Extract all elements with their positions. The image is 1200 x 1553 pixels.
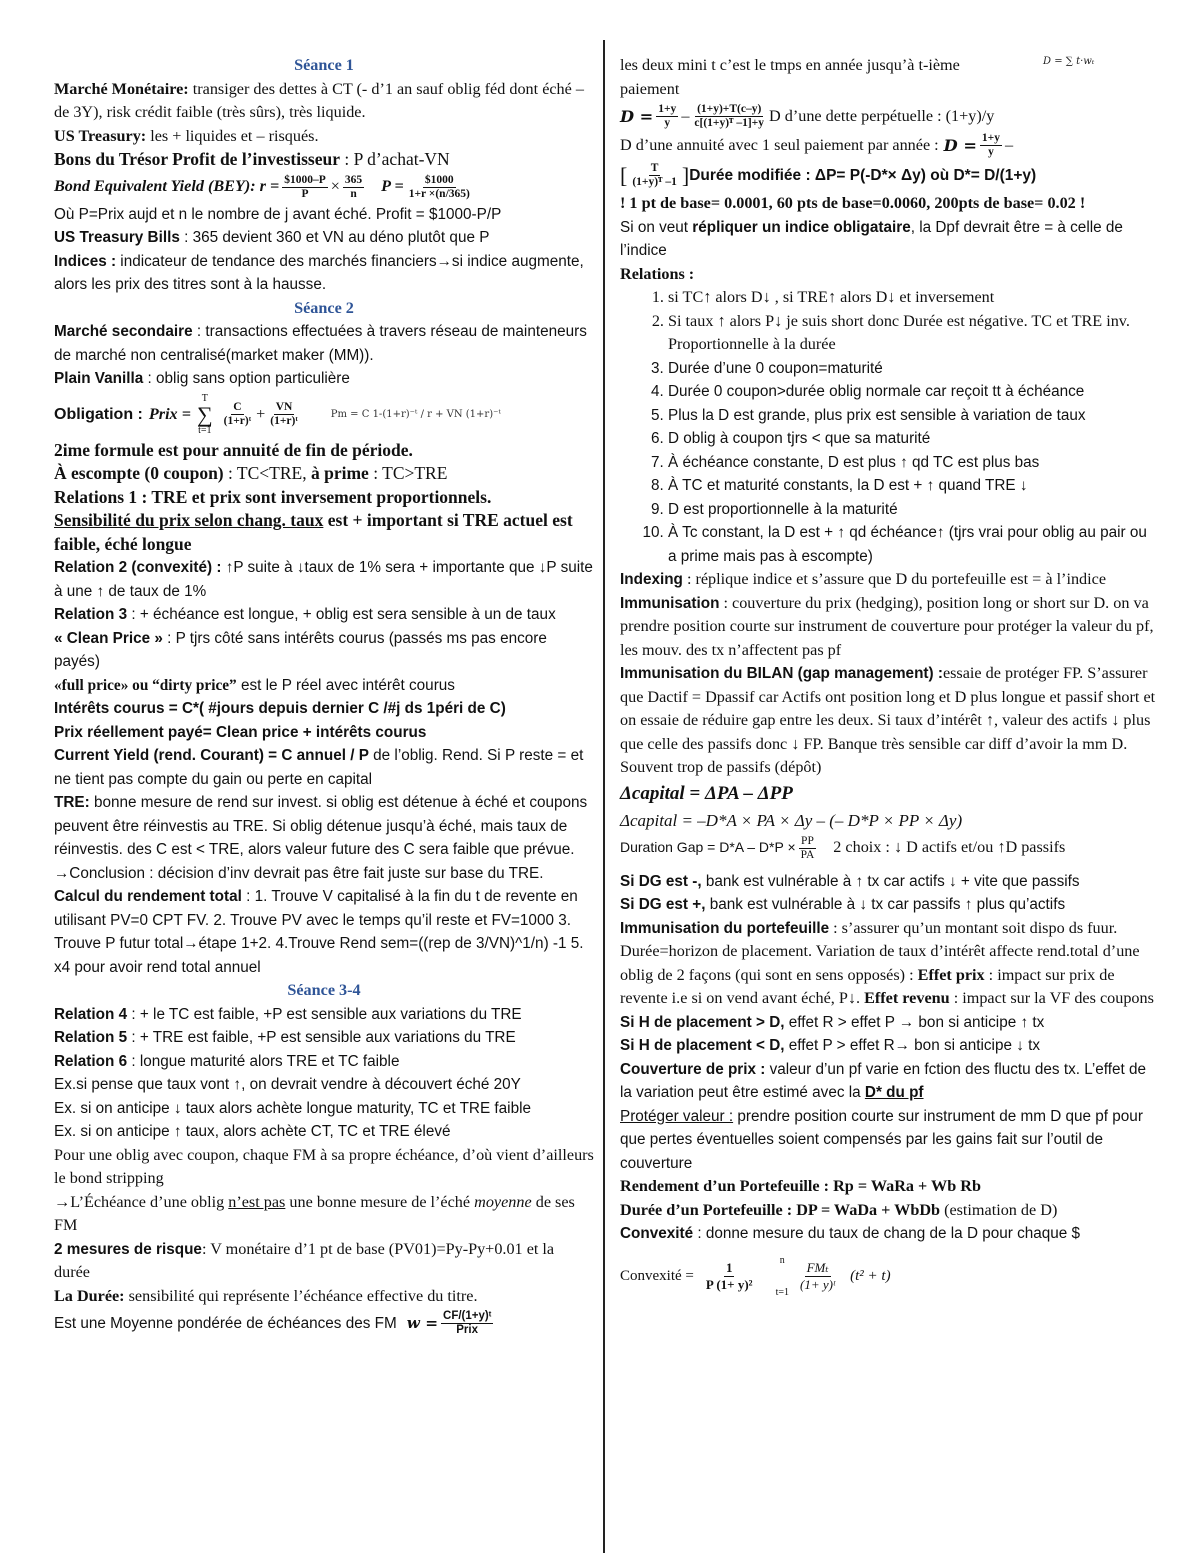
escompte-prime: À escompte (0 coupon) : TC<TRE, à prime : TC>TRE bbox=[54, 463, 448, 483]
rendement-total: Calcul du rendement total : 1. Trouve V capitalisé à la fin du t de revente en utilisant PV=0 CPT FV. 2. Trouve PV avec le temps qu’il reste et FV=1000 3. Trouve P futur total→étape 1+2. 4.Trouve Rend sem=((rep de 3/VN)^1/n) -1 5. x4 pour avoir rend total annuel bbox=[54, 888, 584, 976]
relation-1: Relations 1 : TRE et prix sont inversement proportionnels. bbox=[54, 486, 492, 507]
dg-negative: Si DG est -, bank est vulnérable à ↑ tx car actifs ↓ + vite que passifs bbox=[620, 872, 1080, 890]
list-item: 7. À échéance constante, D est plus ↑ qd TC est plus bas bbox=[668, 451, 1158, 475]
conclusion: →Conclusion : décision d’inv devrait pas être fait juste sur base du TRE. bbox=[54, 864, 544, 882]
immunisation-bilan: Immunisation du BILAN (gap management) :essaie de protéger FP. S’assurer que Dactif = Dpassif car Actifs ont position long et D plus longue et passif short et on essaie de réduire gap entre les deux. Si taux d’intérêt ↑, valeur des actifs ↓ plus que celle des passifs donc ↓ FP. Banque très sensible car diff d’avoir la mm D. Souvent trop de passifs (dépôt) bbox=[620, 664, 1156, 776]
bond-stripping: Pour une oblig avec coupon, chaque FM à sa propre échéance, d’où vient d’ailleurs le bond stripping bbox=[54, 1145, 594, 1187]
convexite-definition: Convexité : donne mesure du taux de chang de la D pour chaque $ bbox=[620, 1225, 1081, 1242]
example-2: Ex. si on anticipe ↓ taux alors achète longue maturity, TC et TRE faible bbox=[54, 1099, 531, 1117]
duration-sum-formula: D = ∑ t·wₜ bbox=[1043, 56, 1095, 67]
list-item: 2. Si taux ↑ alors P↓ je suis short donc Durée est négative. TC et TRE inv. Proportionnelle à la durée bbox=[668, 310, 1158, 357]
duration-formula: D = $\frac{1+y}{y}$ – $\frac{(1+y)+T(c-y)}{\text{c[(1+y)ᵀ –1]+y}}$ D d’une dette perpétuelle : (1+y)/y bbox=[620, 103, 995, 129]
sensibilite-prix: Sensibilité du prix selon chang. taux est + important si TRE actuel est faible, éché longue bbox=[54, 510, 573, 554]
interets-courus: Intérêts courus = C*( #jours depuis dernier C /#j ds 1péri de C) bbox=[54, 700, 506, 717]
marche-secondaire: Marché secondaire : transactions effectuées à travers réseau de mainteneurs de marché non centralisé(market maker (MM)). bbox=[54, 323, 587, 364]
duree-modifiee: [ $\frac{T}{\text{(1+y)ᵀ –1}}$ ] Durée modifiée : ΔP= P(-D*× Δy) où D*= D/(1+y) bbox=[620, 162, 1037, 188]
indices: Indices : indicateur de tendance des marchés financiers→si indice augmente, alors les prix des titres sont à la hausse. bbox=[54, 252, 584, 293]
example-1: Ex.si pense que taux vont ↑, on devrait vendre à découvert éché 20Y bbox=[54, 1076, 521, 1093]
list-item: 9. D est proportionnelle à la maturité bbox=[668, 498, 1158, 522]
dg-positive: Si DG est +, bank est vulnérable à ↓ tx car passifs ↑ plus qu’actifs bbox=[620, 896, 1066, 913]
moyenne-ponderee: Est une Moyenne pondérée de échéances des FM w = $\frac{\text{CF/(1+y)ᵗ}}{\text{Prix}}$ bbox=[54, 1310, 492, 1336]
marche-monetaire: Marché Monétaire: transiger des dettes à CT (- d’1 an sauf oblig féd dont éché – de 3Y), risk crédit faible (très sûrs), très liquide. bbox=[54, 79, 584, 121]
duration-gap: Duration Gap = D*A – D*P × $\frac{PP}{PA}$ 2 choix : ↓ D actifs et/ou ↑D passifs bbox=[620, 834, 1066, 861]
echeance-note: →L’Échéance d’une oblig n’est pas une bonne mesure de l’éché moyenne de ses FM bbox=[54, 1192, 575, 1234]
relation-6: Relation 6 : longue maturité alors TRE et TC faible bbox=[54, 1052, 400, 1070]
proteger-valeur: Protéger valeur : prendre position courte sur instrument de mm D que pf pour que pertes éventuelles soient compensés par les gains fait sur l’outil de couverture bbox=[620, 1107, 1143, 1172]
convexite-formula: Convexité = $\frac{1}{\text{P (1+ y)²}}$ n t=1 $\frac{\text{FMₜ}}{\text{(1+ y)ᵗ}}$ (t² + t) bbox=[620, 1254, 891, 1298]
mesures-de-risque: 2 mesures de risque: V monétaire d’1 pt de base (PV01)=Py-Py+0.01 et la durée bbox=[54, 1239, 555, 1281]
list-item: 8. À TC et maturité constants, la D est + ↑ quand TRE ↓ bbox=[668, 474, 1158, 498]
relation-4: Relation 4 : + le TC est faible, +P est sensible aux variations du TRE bbox=[54, 1005, 522, 1023]
relations-title: Relations : bbox=[620, 264, 695, 283]
current-yield: Current Yield (rend. Courant) = C annuel / P de l’oblig. Rend. Si P reste = et ne tient pas compte du gain ou perte en capital bbox=[54, 747, 584, 788]
list-item: 4. Durée 0 coupon>durée oblig normale car reçoit tt à échéance bbox=[668, 380, 1158, 404]
duree-annuite: D d’une annuité avec 1 seul paiement par année : D = $\frac{1+y}{y}$ – bbox=[620, 132, 1014, 158]
full-price: «full price» ou “dirty price” est le P réel avec intérêt courus bbox=[54, 676, 455, 694]
points-de-base: ! 1 pt de base= 0.0001, 60 pts de base=0.0060, 200pts de base= 0.02 ! bbox=[620, 194, 1086, 212]
mini-t-note: les deux mini t c’est le tmps en année jusqu’à t-ième paiement bbox=[620, 56, 960, 98]
profit-note: Où P=Prix aujd et n le nombre de j avant éché. Profit = $1000-P/P bbox=[54, 205, 502, 223]
delta-capital-1: Δcapital = ΔPA – ΔPP bbox=[620, 782, 793, 804]
section-title-seance-3-4: Séance 3-4 bbox=[287, 981, 361, 999]
bey-formula: Bond Equivalent Yield (BEY): r = $\frac{\$1000-P}{P}$ × $\frac{365}{n}$ P = $\frac{\$1000}{1+r \times(n/365)}$ bbox=[54, 173, 470, 200]
horizon-lower: Si H de placement < D, effet P > effet R→ bon si anticipe ↓ tx bbox=[620, 1037, 1041, 1054]
obligation-formula: Obligation : Prix = T ∑ t=1 $\frac{C}{\text{(1+r)ᵗ}}$ + $\frac{VN}{\text{(1+r)ᵗ}}$ Pm = C 1-(1+r)⁻ᵗ / r + VN (1+r)⁻ᵗ bbox=[54, 392, 501, 436]
list-item: 10. À Tc constant, la D est + ↑ qd échéance↑ (tjrs vrai pour oblig au pair ou a prime mais pas à escompte) bbox=[668, 521, 1158, 568]
us-treasury-bills: US Treasury Bills : 365 devient 360 et VN au déno plutôt que P bbox=[54, 229, 490, 246]
rendement-portefeuille: Rendement d’un Portefeuille : Rp = WaRa + Wb Rb bbox=[620, 1177, 981, 1195]
annuite-note: 2ime formule est pour annuité de fin de période. bbox=[54, 439, 413, 460]
tre-definition: TRE: bonne mesure de rend sur invest. si oblig est détenue à éché et coupons peuvent être réinvestis au TRE. Si oblig détenue jusqu’à éché, mais taux de réinvestis. des C est < TRE, alors valeur future des C sera faible que prévue. bbox=[54, 794, 588, 858]
duree-portefeuille: Durée d’un Portefeuille : DP = WaDa + WbDb (estimation de D) bbox=[620, 1200, 1058, 1219]
example-3: Ex. si on anticipe ↑ taux, alors achète CT, TC et TRE élevé bbox=[54, 1123, 451, 1140]
clean-price: « Clean Price » : P tjrs côté sans intérêts courus (passés ms pas encore payés) bbox=[54, 629, 547, 670]
bons-du-tresor: Bons du Trésor Profit de l’investisseur : P d’achat-VN bbox=[54, 149, 450, 169]
indexing: Indexing : réplique indice et s’assure que D du portefeuille est = à l’indice bbox=[620, 570, 1107, 588]
relation-3: Relation 3 : + échéance est longue, + oblig est sera sensible à un de taux bbox=[54, 606, 556, 623]
right-column bbox=[620, 54, 1158, 1298]
relation-2: Relation 2 (convexité) : ↑P suite à ↓taux de 1% sera + importante que ↓P suite à une ↑ de taux de 1% bbox=[54, 559, 593, 600]
couverture-prix: Couverture de prix : valeur d’un pf varie en fction des fluctu des tx. L’effet de la variation peut être estimé avec la D* du pf bbox=[620, 1060, 1147, 1101]
column-divider bbox=[603, 40, 605, 1553]
la-duree: La Durée: sensibilité qui représente l’échéance effective du titre. bbox=[54, 1286, 478, 1305]
us-treasury: US Treasury: les + liquides et – risqués. bbox=[54, 126, 319, 145]
plain-vanilla: Plain Vanilla : oblig sans option particulière bbox=[54, 370, 350, 387]
list-item: 6. D oblig à coupon tjrs < que sa maturité bbox=[668, 427, 1158, 451]
section-title-seance-1: Séance 1 bbox=[294, 56, 354, 74]
relations-list bbox=[620, 286, 1158, 568]
immunisation-portefeuille: Immunisation du portefeuille : s’assurer qu’un montant soit dispo ds fuur. Durée=horizon de placement. Variation de taux d’intérêt affecte rend.total d’une oblig de 2 façons (qui sont en sens opposés) : Effet prix : impact sur prix de revente i.e si on vend avant éché, P↓. Effet revenu : impact sur la VF des coupons bbox=[620, 918, 1154, 1007]
left-column bbox=[54, 54, 594, 1337]
prix-reellement-paye: Prix réellement payé= Clean price + intérêts courus bbox=[54, 723, 427, 741]
relation-5: Relation 5 : + TRE est faible, +P est sensible aux variations du TRE bbox=[54, 1029, 516, 1046]
delta-capital-2: Δcapital = –D*A × PA × Δy – (– D*P × PP × Δy) bbox=[620, 811, 963, 830]
horizon-greater: Si H de placement > D, effet R > effet P → bon si anticipe ↑ tx bbox=[620, 1013, 1045, 1031]
section-title-seance-2: Séance 2 bbox=[294, 298, 354, 317]
immunisation: Immunisation : couverture du prix (hedging), position long or short sur D. on va prendre position courte sur instrument de couverture pour protéger la valeur du pf, les mouv. des tx n’affectent pas pf bbox=[620, 593, 1154, 659]
list-item: 3. Durée d’une 0 coupon=maturité bbox=[668, 357, 1158, 381]
list-item: 5. Plus la D est grande, plus prix est sensible à variation de taux bbox=[668, 404, 1158, 428]
list-item: 1. si TC↑ alors D↓ , si TRE↑ alors D↓ et inversement bbox=[668, 286, 1158, 310]
repliquer-indice: Si on veut répliquer un indice obligataire, la Dpf devrait être = à celle de l’indice bbox=[620, 218, 1123, 259]
